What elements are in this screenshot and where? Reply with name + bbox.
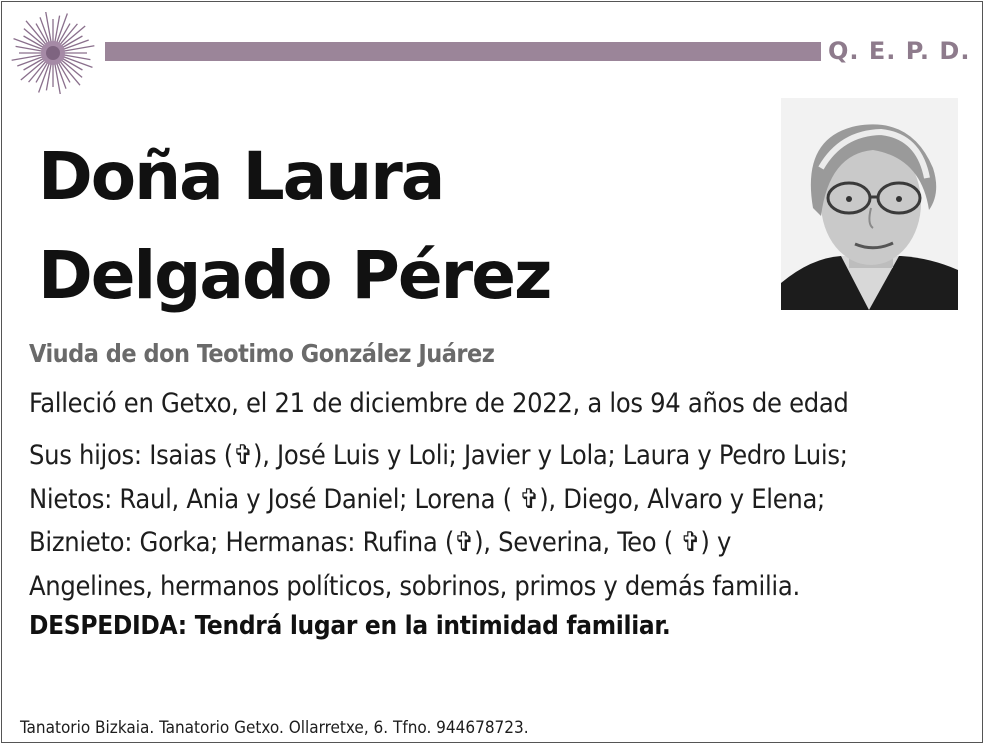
family-line: Nietos: Raul, Ania y José Daniel; Lorena ( ✞), Diego, Alvaro y Elena; (29, 483, 825, 515)
portrait-photo (781, 98, 958, 310)
qepd-label: Q. E. P. D. (828, 37, 971, 65)
obituary-card (1, 1, 983, 743)
header-band (105, 42, 821, 61)
thistle-flower-icon (10, 12, 96, 94)
death-details: Falleció en Getxo, el 21 de diciembre de 2022, a los 94 años de edad (29, 388, 849, 419)
family-list (29, 434, 974, 608)
deceased-name-line2: Delgado Pérez (38, 237, 551, 314)
funeral-home-footer: Tanatorio Bizkaia. Tanatorio Getxo. Ollarretxe, 6. Tfno. 944678723. (20, 718, 529, 738)
family-line: Angelines, hermanos políticos, sobrinos, primos y demás familia. (29, 570, 800, 602)
deceased-name-line1: Doña Laura (38, 138, 444, 215)
family-line: Sus hijos: Isaias (✞), José Luis y Loli; Javier y Lola; Laura y Pedro Luis; (29, 440, 848, 471)
family-line: Biznieto: Gorka; Hermanas: Rufina (✞), Severina, Teo ( ✞) y (29, 527, 732, 558)
farewell-notice: DESPEDIDA: Tendrá lugar en la intimidad familiar. (29, 611, 671, 641)
spouse-line: Viuda de don Teotimo González Juárez (29, 339, 495, 368)
